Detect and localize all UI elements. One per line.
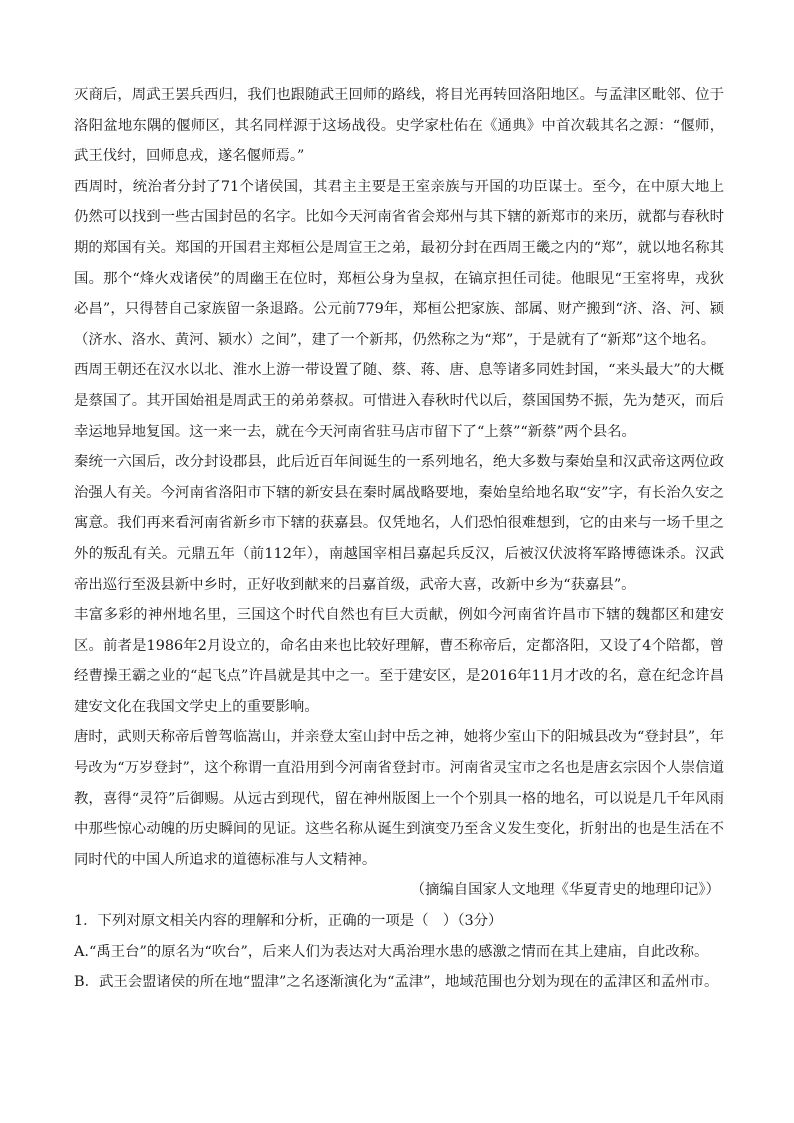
question-block (74, 906, 724, 998)
paragraph-5: 丰富多彩的神州地名里，三国这个时代自然也有巨大贡献，例如今河南省许昌市下辖的魏都区和建安区。前者是1986年2月设立的，命名由来也比较好理解，曹丕称帝后，定都洛阳，又设了4个陪都，曾经曹操王霸之业的“起飞点”许昌就是其中之一。至于建安区，是2016年11月才改的名，意在纪念许昌建安文化在我国文学史上的重要影响。 (74, 607, 724, 715)
source-citation: （摘编自国家人文地理《华夏青史的地理印记》） (410, 882, 720, 899)
paragraph-6: 唐时，武则天称帝后曾驾临嵩山，并亲登太室山封中岳之神，她将少室山下的阳城县改为“登封县”，年号改为“万岁登封”，这个称谓一直沿用到今河南省登封市。河南省灵宝市之名也是唐玄宗因个人崇信道教，喜得“灵符”后御赐。从远古到现代，留在神州版图上一个个别具一格的地名，可以说是几千年风雨中那些惊心动魄的历史瞬间的见证。这些名称从诞生到演变乃至含义发生变化，折射出的也是生活在不同时代的中国人所追求的道德标准与人文精神。 (74, 729, 724, 868)
paragraph-2: 西周时，统治者分封了71个诸侯国，其君主主要是王室亲族与开国的功臣谋士。至今，在中原大地上仍然可以找到一些古国封邑的名字。比如今天河南省省会郑州与其下辖的新郑市的来历，就都与春秋时期的郑国有关。郑国的开国君主郑桓公是周宣王之弟，最初分封在西周王畿之内的“郑”，就以地名称其国。那个“烽火戏诸侯”的周幽王在位时，郑桓公身为皇叔，在镐京担任司徒。他眼见“王室将卑，戎狄必昌”，只得替自己家族留一条退路。公元前779年，郑桓公把家族、部属、财产搬到“济、洛、河、颍（济水、洛水、黄河、颍水）之间”，建了一个新邦，仍然称之为“郑”，于是就有了“新郑”这个地名。 (74, 178, 724, 348)
option-b: B．武王会盟诸侯的所在地“盟津”之名逐渐演化为“孟津”，地域范围也分划为现在的孟津区和孟州市。 (74, 974, 719, 991)
paragraph-4: 秦统一六国后，改分封设郡县，此后近百年间诞生的一系列地名，绝大多数与秦始皇和汉武帝这两位政治强人有关。今河南省洛阳市下辖的新安县在秦时属战略要地，秦始皇给地名取“安”字，有长治久安之寓意。我们再来看河南省新乡市下辖的获嘉县。仅凭地名，人们恐怕很难想到，它的由来与一场千里之外的叛乱有关。元鼎五年（前112年），南越国宰相吕嘉起兵反汉，后被汉伏波将军路博德诛杀。汉武帝出巡行至汲县新中乡时，正好收到献来的吕嘉首级，武帝大喜，改新中乡为“获嘉县”。 (74, 454, 724, 593)
question-stem: 1．下列对原文相关内容的理解和分析，正确的一项是（ ）（3分） (74, 913, 503, 930)
paragraph-3: 西周王朝还在汉水以北、淮水上游一带设置了随、蔡、蒋、唐、息等诸多同姓封国，“来头最大”的大概是蔡国了。其开国始祖是周武王的弟弟蔡叔。可惜进入春秋时代以后，蔡国国势不振，先为楚灭，而后幸运地异地复国。这一来一去，就在今天河南省驻马店市留下了“上蔡”“新蔡”两个县名。 (74, 362, 724, 440)
option-a: A.“禹王台”的原名为“吹台”，后来人们为表达对大禹治理水患的感激之情而在其上建庙，自此改称。 (74, 943, 709, 960)
paragraph-1: 灭商后，周武王罢兵西归，我们也跟随武王回师的路线，将目光再转回洛阳地区。与孟津区毗邻、位于洛阳盆地东隅的偃师区，其名同样源于这场战役。史学家杜佑在《通典》中首次载其名之源：“偃师，武王伐纣，回师息戎，遂名偃师焉。” (74, 87, 724, 165)
article-body (74, 80, 724, 875)
